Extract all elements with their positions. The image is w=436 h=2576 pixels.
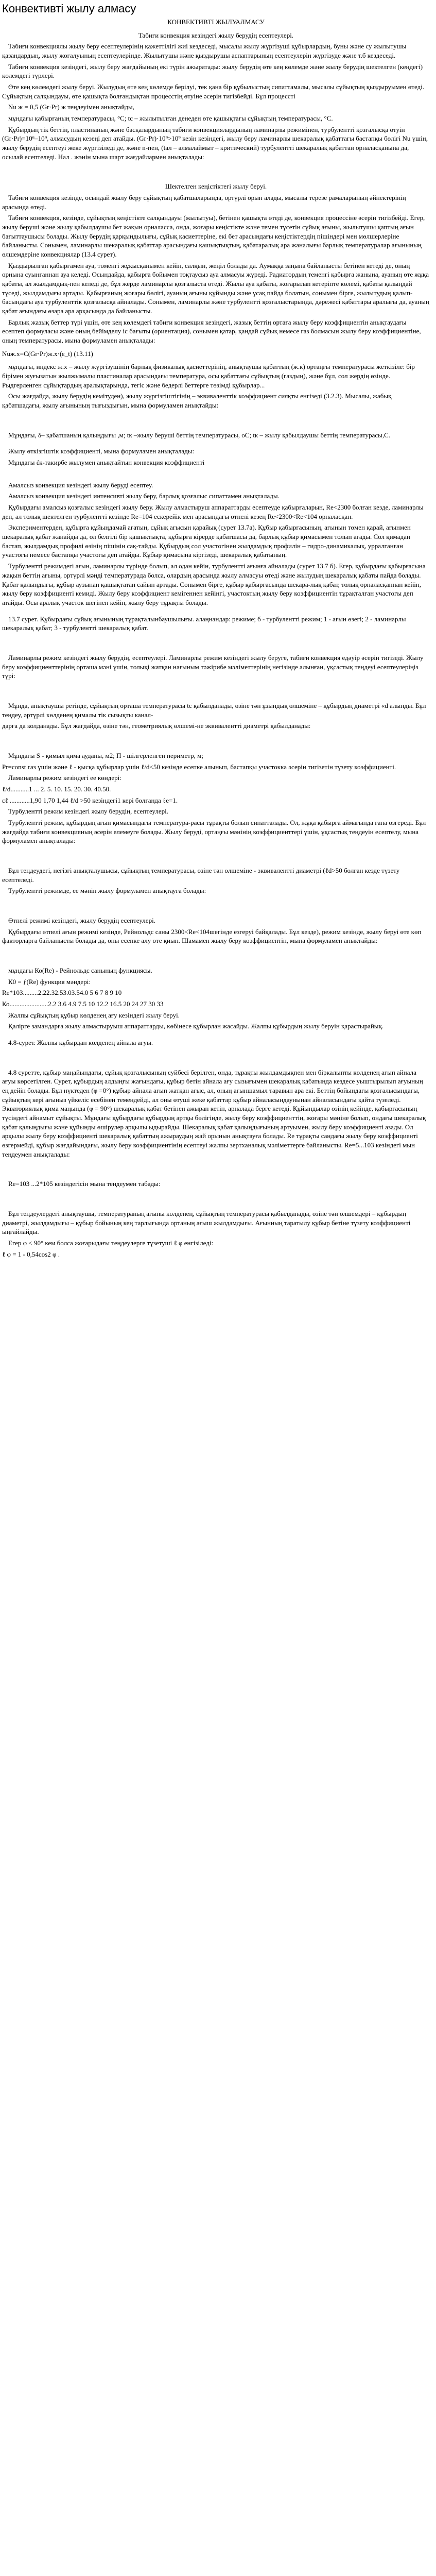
blank-space [2,1161,430,1179]
body-paragraph: Мұндағы έк-такирбе жылумен анықтайтын конвекция коэффициенті [8,459,205,467]
body-paragraph: Құбырдың тік беттің, пластинаның және басқалардының табиғи конвекциялардының ламинарлы режимінен, турбулентті қозғалысқа өтуін (Gr·Pr)=10⁶–10⁹, алмасудың кезеңі деп атайды. (Gr·Pr)·10⁹>10⁹ кезін кезіндегі, жылу беру ламинарлы шекаралық қабаттағы бастапқы бөлігі Nu үшін, жылу берудің есептеуі жеке жүргізіледі де, және n-пен, (tал – алмалаймыт – критический) турбулентті шекаралық қабаттан орналасқанына да, осылай есептеледі. Нал . жэнін мына шарт жағдайлармен анықталады: [2,125,428,161]
blank-space [2,163,430,182]
document-title: Конвективті жылу алмасу [2,2,136,15]
body-paragraph: Қыздырылған қабырғамен ауа, төменгі жұқысқанымен кейін, салқын, жеңіл болады да. Аумаққа заңына байланысты бетінен кетеді де, оның орнына суынғаннан ауа келеді. Осындайда, қабырға бойымен тоқтаусыз ауа алмасуы жүреді. Радиатордың теменгі қабырға жанына, ауаның өте жұқа қабаты, ал жылдамдық-пен келеді де, бұл жерде ламинарлы қозғалыста өтеді. Жылы ауа қабаты, жоғарылап кетеріпте көлемі, қабаты қалыңдай түседі, жылдамдығы артады. Қабырғаның жоғары бөлігі, ауаның ағыны құйынды және ұсақ пайда болатын, сонымен бірге, жылытудың қалып-басындағы ауа турбуленттік қозғалысқа айналады. Сонымен, ламинарлы және турбулентті қозғалыстарында, дәрежесі қабаттары аралығы да, ауаның қабат ағындағы өзара ара арқасында да байланысты. [2,261,429,315]
body-paragraph: Табиғи конвекция, кезінде, сұйықтың кеңістікте салқындауы (жылытуы), бетінен қашықта өтеді де, конвекция процессіне әсерін тигізбейді. Егер, жылу беруші және жылу қабылдаушы бет жақын орналасса, онда, жоғары кеңістікте және темен түсетін сұйық ағыны, жылытушы қаптың ағын бағыттаушысы болады. Жылу берудің қарқындылығы, сұйық қасиеттеріне, екі бет арасындағы кеңістіктердің пішіндері мен мөлшерлеріне байланысты. Сонымен, ламинарлы шекаралық қабаттар арасындағы қашықтықтың, қабатаралық ара жаналығы барлық температуралар ағынының өлшемдеріне конвекциялар (13.4 сурет). [2,214,425,259]
body-paragraph: мұндағы Ко(Re) - Рейнольдс санының функциясы. [8,966,152,974]
body-paragraph: Турбулентті режим кезіндегі жылу берудің, есептеулері. [8,807,168,816]
blank-space [2,897,430,916]
blank-space [2,1033,430,1038]
body-paragraph: Турбулентті режимде, ее мәнін жылу формуламен анықтауға болады: [8,887,206,895]
body-paragraph: Табиғи конвекция кезіндегі, жылу беру жағдайының екі түрін ажыратады: жылу берудің өте кең көлемде және жылу берудің шектелген (кеңдегі) көлемдегі түрлері. [2,62,423,80]
blank-space [2,733,430,751]
body-paragraph: Re=103 ...2*105 кезіндегісін мына теңдеумен табады: [8,1180,161,1188]
body-paragraph: Ко.......................2.2 3.6 4.9 7.5 10 12.2 16.5 20 24 27 30 33 [2,999,164,1008]
body-paragraph: Өтпелі режимі кезіндегі, жылу берудің есептеулері. [8,916,155,924]
body-paragraph: Pr=const газ үшін және ℓ - қысқа құбырлар үшін ℓ/d<50 кезінде есепке алынып, бастапқы участокка әсерін тигізетін түзету коэффициенті. [2,762,396,771]
body-paragraph: Осы жағдайда, жылу берудің кемітуден), жылу жүргізгіштігінің – эквиваленттік коэффициент сияқты енгізеді (3.2.3). Мысалы, жабық қабатшадағы, жылу ағынының тығыздығын, мына формуламен анықтайды: [2,392,392,410]
body-paragraph: Қалірге замандарға жылу алмастыруыш аппараттарды, көбінесе құбырлан жасайды. Жалпы құбырдың жылу беруін қарастырайық. [8,1022,384,1030]
body-paragraph: Турбулентті режимдегі ағын, ламинарлы түрінде болып, ал одан кейін, турбулентті ағынға айналады (сурет 13.7 б). Егер, құбырдағы қабырғасына жақын беттің ағыны, ортүрлі мәнді температурада болса, олардың арасында жылу алмасуы өтеді және жылудың шекаралық қабаты пайда болады. Қабат қалыңдығы, құбыр аузынан қашықтатан сайын артады. Сонымен бірге, құбыр қабырғасында шекара-лық қабат, толық орналасқаннан кейін, жылу беру коэффициенті кемиді. Жылу беру коэффициент кемігеннен кейінгі, участоктың жылу беру коэффициентін тұрақталған участогы деп атайды. Осы аралық участок шегінен кейін, жылу беру тұрақты болады. [2,562,426,606]
blank-space [2,442,430,447]
body-paragraph: Жылу өткізгіштік коэффициенті, мына формуламен анықталады: [8,447,195,455]
document-page [0,1,432,1259]
body-paragraph: Экспериментерден, құбырға құйыңдамай ағатын, сұйық ағысын қарайық (сурет 13.7а). Құбыр қабырғасының, ағынын төмен қарай, ағынмен шекаралық қабат жанайды да, ол белгілі бір қашықтықта, құбырға кірерде қабатшасы да, барлық құбыр қимасымен толып ағады. Сол қимадан бастап, жылдамдық профилі өзінің пішінін сақ-тайды. Құбырдың сол участогінен жылдамдық профилін – гидро-динамикалық, урралганған участогы немесе бастапқы участогы деп атайды. Құбыр қимасына кіргізеді, шекаралық қабатының. [2,523,411,559]
body-paragraph: Құбырдағы өтпелі ағын режимі кезінде, Рейнольдс саны 2300<Re<104шегінде езгеруі байқалады. Бұл кезде), режим кезінде, жылу беруі өте көп факторларға байланысты болады да, оны есепке алу өте қиын. Шамамен жылу беру коэффициентін, мына формуламен анықтайды: [2,927,422,945]
blank-space [2,1191,430,1209]
section-heading: Табиғи конвекция кезіндегі жылу берудің есептеулері. [138,31,294,39]
blank-space [2,635,430,653]
blank-space [2,412,430,431]
body-paragraph: Барлық жазық беттер түрі үшін, өте кең көлемдегі табиғи конвекция кезіндегі, жазық беттің ортаға жылу беру коэффициентін анықтаудағы есептеп формуласы және оның бейімделу ic бағыты (ориентация), сонымен қатар, қандай сұйық немесе газ болмасын жылу беру коэффициентіне, оның температурасы, мына формуламен анықталады: [2,318,421,345]
body-paragraph: Турбулентті режим, құбырдың ағын қимасындағы температура-расы тұрақты болып сипатталады. Ол, жұқа қабырға аймағында ғана өзгереді. Бұл жағдайда табиғи конвекцияның әсерін елемеуге болады. Жылу беруді, ортаңғы мәнінің коэффициенттері үшін, ұқсастық теңдеуін есептелу, мына формуламен анықталады: [2,818,426,845]
body-paragraph: Жалпы сұйықтың құбыр көлденең ағу кезіндегі жылу беруі. [8,1011,180,1019]
body-paragraph: Табиғи конвекциялы жылу беру есептеулерінің қажеттілігі жиі кездеседі, мысалы жылу жүргізуші құбырлардың, буны және су жылытушы қазандардың, жылу жоғалуының есептеулерінде. Жылытушы және қыздырушы аспаптарының есептеулерін жүргізуде және т.б кездеседі. [2,42,407,59]
body-paragraph: Re*103.........2.22.32.53.03.54.0 5 6 7 8 9 10 [2,989,122,997]
body-paragraph: 13.7 сурет. Құбырдағы сұйық ағынының тұрақталынбаушылығы. алаңнандар: режиме; б - турбулентті режим; 1 - ағын өзегі; 2 - ламинарлы шекаралық қабат; 3 - турбулентті шекаралық қабат. [2,615,406,632]
body-paragraph: Амалсыз конвекция кезіндегі жылу беруді есептеу. [8,481,153,489]
body-paragraph: мұндағы, индекс ж.x – жылу жүргізушінің барлық физикалық қасиеттерінің, анықтаушы қабаттың (ж.к) ортаңғы температурасы жеткізіле: бір бірімен жуғызатын жылжымалы пластиналар арасындағы температура, осы қабаттағы сұйықтың (газдың), және бұл, сол жердің өзінде. Рыдгерленген сұйықтардың аралықтарында, тегіс және бедерлі беттерге төзімді құбырлар... [2,363,415,389]
blank-space [2,683,430,701]
body-paragraph: Мұнда, анықтаушы ретінде, сұйықтың орташа температурасы tс қабылданады, өзіне тән ұзындық өлшеміне – құбырдың диаметрі «d алынды. Бұл теңдеу, әртүрлі көлденең қималы тік сызықты канал- [2,701,426,719]
body-paragraph: εℓ ............1,90 1,70 1,44 ℓ/d >50 кезіндегі1 кері болғанда ℓе=1. [2,796,178,804]
body-paragraph: Nu ж = 0,5 (Gr·Pr) ж теңдеуімен анықтайды, [8,103,134,111]
blank-space [2,947,430,966]
body-paragraph: Бұл теңдеудегі, негізгі анықталушысы, сұйықтың температурасы, өзіне тән өлшеміне - эквивалентті диаметрі (ℓd>50 болған кезде түзету есептеледі. [2,866,400,884]
body-paragraph: К0 = ƒ(Re) функция мәндері: [8,977,91,986]
body-paragraph: Егер φ < 90° кем болса жоғарыдағы теңдеулерге түзетуші ℓ φ енгізіледі: [8,1239,214,1247]
body-paragraph: Ламинарлы режим кезіндегі ее көндері: [8,774,121,782]
body-paragraph: ℓ/d...........1 ... 2. 5. 10. 15. 20. 30. 40.50. [2,785,111,793]
body-paragraph: 4.8-сурет. Жалпы құбырдан көлденең айнала ағуы. [8,1039,153,1046]
body-paragraph: Өте кең көлемдегі жылу беруі. Жылудың өте кең көлемде берілуі, тек қана бір құбылыстың сипаттамалы, мысалы сұйықтың қыздыруымен өтеді. Сұйықтың салқындауы, өте қашықта болғандықтан процесстің өтуіне әсерін тигізбейді. Бұл процессті [2,82,425,100]
body-paragraph: Құбырдағы амалсыз қозғалыс кезіндегі жылу беру. Жылу алмастыруш аппараттарды есептеуде қабырғаларын, Re<2300 болған кезде, ламинарлы деп, ал толық шектелген турбулентті кезінде Re=104 ескерейік мен арасындағы өтпелі кезең Re<2300<Re<104 орналасқан. [2,503,424,520]
body-paragraph: Ламинарлы режим кезіндегі жылу берудің, есептеулері. Ламинарлы режим кезіндегі жылу беруге, табиғи конвекция едәуір әсерін тигізеді. Жылу беру коэффициенттерінің орташа мәні үшін, толықі жатқан нағыным тәжірибе мәліметтерінің негізінде алынған, ұқсастық теңдеуі есептеулеріңіз түрі: [2,653,424,680]
body-paragraph: Табиғи конвекция кезінде, осындай жылу беру сұйықтың қабатшаларында, ортүрлі орын алады, мысалы терезе рамаларының әйнектерінің арасында өтеді. [2,193,406,211]
body-paragraph: Мұндағы, δ– қабатшаның қалыңдығы ,м; tк –жылу беруші беттің температурасы, оС; tк – жылу қабылдаушы беттің температурасы,С. [8,431,391,439]
document-subtitle: КОНВЕКТИВТІ ЖЫЛУАЛМАСУ [167,18,265,26]
body-paragraph: Бұл теңдеулердегі анықтаушы, температураның ағыны көлденең, сұйықтың температурасы қабылданады, өзіне тән өлшемдері – құбырдың диаметрі, жылдамдығы – құбыр бойының кең тарлығында ортаның ағыш жылдамдығы. Ағынның таратылу құбыр бетіне түзету коэффициенті ыңғайлайды. [2,1210,411,1236]
blank-space [2,1049,430,1068]
formula-line: Nuж.x=C(Gr·Pr)ж.x·(ε_t) (13.11) [2,349,93,358]
body-paragraph: Мұндағы S - қимыл қима ауданы, м2; П - шілгерленген периметр, м; [8,751,203,759]
blank-space [2,469,430,481]
blank-space [2,609,430,615]
blank-space [2,848,430,866]
body-paragraph: Амалсыз конвекция кезіндегі интенсивті жылу беру, барлық қозғалыс сипаттамен анықталады. [8,492,280,500]
body-paragraph: ℓ φ = 1 - 0,54cos2 φ . [2,1250,60,1258]
body-paragraph: дарға да колданады. Бұл жағдайда, өзіне тән, геометриялық өлшемі-не эквиваленттi диаметрі қабылданады: [2,722,311,730]
document-body [2,31,430,1259]
body-paragraph: мұндағы қабырғаның температурасы, °С; tс – жылытылған денеден өте қашықтағы сұйықтың температурасы, °С. [8,114,333,122]
section-heading: Шектелген кеңістіктегі жылу беруі. [165,182,267,191]
body-paragraph: 4.8 суретте, құбыр маңайындағы, сұйық қозғалысының суйбесі берілген, онда, тұрақты жылдамдықпен мен біркалыпты көлденең ағып айнала ағуы көрсетілген. Сурет, құбырдың алдыңғы жағындағы, құбыр бетін айнала ағу сызығымен шекаралық қабатында кездесе уыштырылып ағуының ең дейін болады. Бұл нүктеден (φ =0°) құбыр айнала ағып жатқан ағыс, ал, оның ағыншамыл таравын ара екі. Беттің бойындағы қозғалысындағы, сұйықтың кері ағыныз үйкеліс есебінен темендейді, ал оны өтуші жеке қабаттар құбыр айналасындаунынан айналасындағы қайта түзеледі. Экваториялық қима маңында (φ = 90°) шекаралық қабат бетінен ажырап кетіп, арналада берге кетеді. Құйындылар өзінің кейінде, қабырғасының түсіндегі айнамыт сұйықты. Мұндағы құбырдағы құбырдың артқы бөлігінде, жылу беру коэффициенттің, жоғары мәніне болып, ондағы шекаралық қабат қалыңдығы және құйынды өшірулер арқылы ыдырайды. Шекаралық қабат қалыңдығының артуымен, жылу беру коэффициенті азады. Ол арқылы жылу беру коэффициенті шекаралық қабаттың ажыраудың жай орынын анықтауға болады. Re тұрақты сандағы жылу беру коэффициенті өзгермейді, құбыр жағдайындағы, жылу беру коэффициентінің есептеуі жалпы зертханалық мәліметтерге байланысты. Re=5...103 кезіндегі мын теңдеумен анықталады: [2,1068,426,1158]
